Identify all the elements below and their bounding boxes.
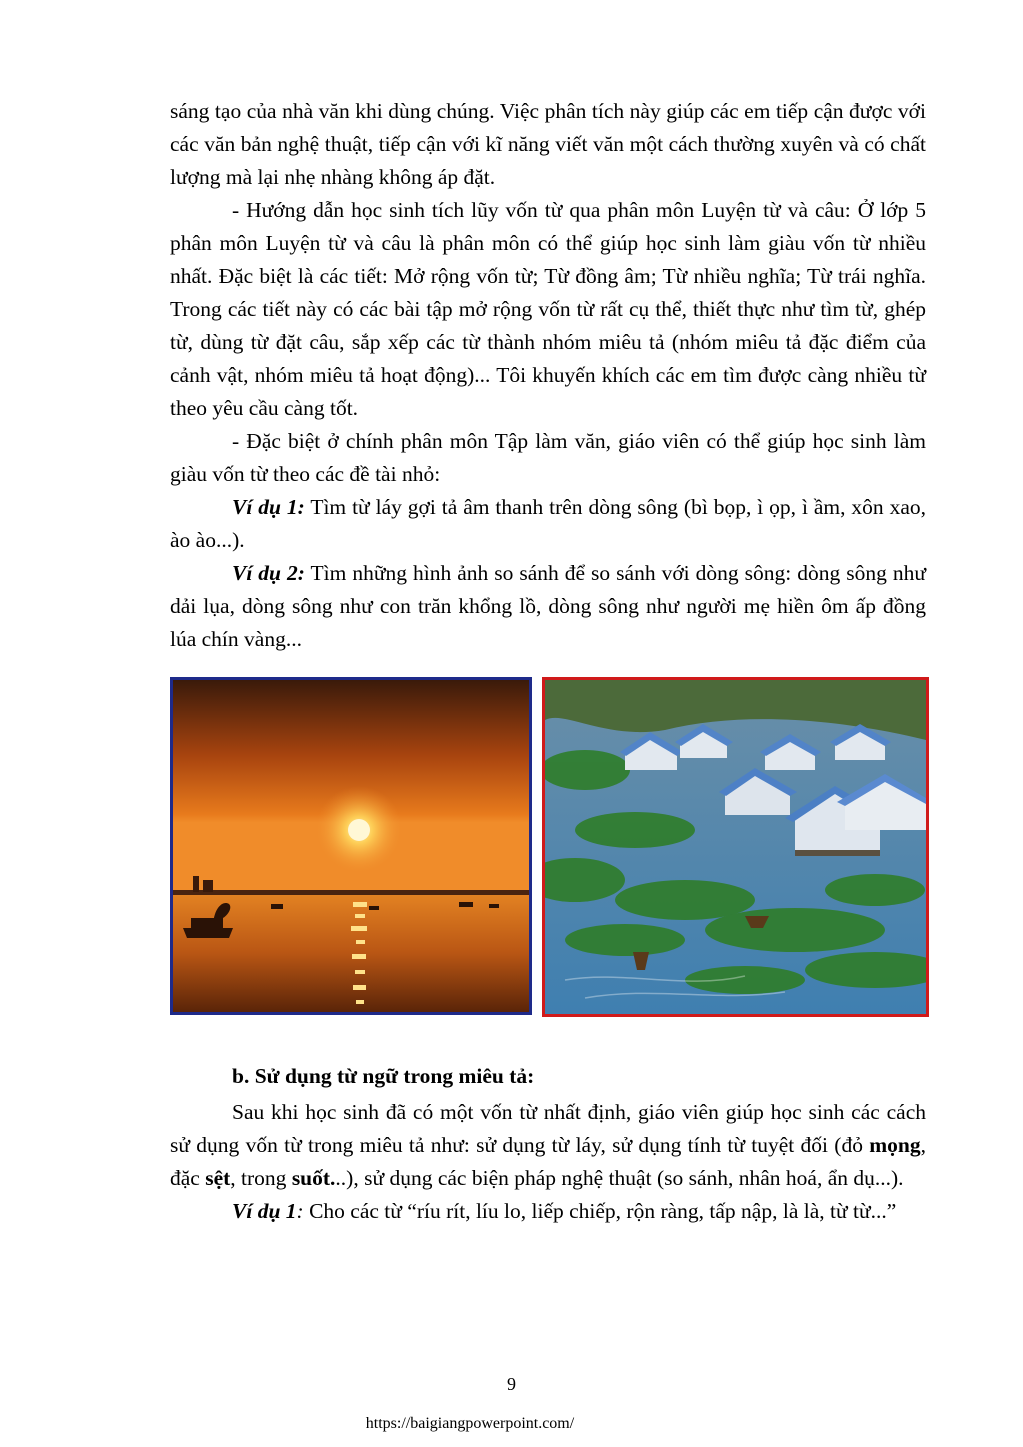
section-b-example-text: Cho các từ “ríu rít, líu lo, liếp chiếp, rộn ràng, tấp nập, là là, từ từ...” <box>303 1199 897 1223</box>
floating-village-photo <box>542 677 929 1017</box>
paragraph-composition-lesson: - Đặc biệt ở chính phân môn Tập làm văn, giáo viên có thể giúp học sinh làm giàu vốn từ theo các đề tài nhỏ: <box>170 429 926 486</box>
section-b-text-end: ..), sử dụng các biện pháp nghệ thuật (so sánh, nhân hoá, ẩn dụ...). <box>335 1166 904 1190</box>
page-number: 9 <box>507 1374 516 1394</box>
section-b-text-mid-2: , trong <box>230 1166 292 1190</box>
section-b-example-colon: : <box>296 1199 304 1223</box>
example-2-label: Ví dụ 2: <box>232 561 305 585</box>
section-b-heading-text: b. Sử dụng từ ngữ trong miêu tả: <box>232 1064 535 1088</box>
body-text-top <box>170 95 926 656</box>
example-2-paragraph <box>170 557 926 656</box>
sunset-illustration <box>173 680 529 1012</box>
paragraph-continuation: sáng tạo của nhà văn khi dùng chúng. Việc phân tích này giúp các em tiếp cận được với các văn bản nghệ thuật, tiếp cận với kĩ năng viết văn một cách thường xuyên và có chất lượng mà lại nhẹ nhàng không áp đặt. <box>170 99 926 189</box>
section-b-paragraph <box>170 1096 926 1195</box>
bold-word-mong: mọng <box>869 1133 921 1157</box>
body-text-bottom <box>170 1060 926 1228</box>
bold-word-set: sệt <box>205 1166 231 1190</box>
example-1-label: Ví dụ 1: <box>232 495 305 519</box>
paragraph-vocabulary-lesson: - Hướng dẫn học sinh tích lũy vốn từ qua phân môn Luyện từ và câu: Ở lớp 5 phân môn Luyện từ và câu là phân môn có thể giúp học sinh làm giàu vốn từ nhiều nhất. Đặc biệt là các tiết: Mở rộng vốn từ; Từ đồng âm; Từ nhiều nghĩa; Từ trái nghĩa. Trong các tiết này có các bài tập mở rộng vốn từ rất cụ thể, thiết thực như tìm từ, ghép từ, dùng từ đặt câu, sắp xếp các từ thành nhóm miêu tả (nhóm miêu tả đặc điểm của cảnh vật, nhóm miêu tả hoạt động)... Tôi khuyến khích các em tìm được càng nhiều từ theo yêu cầu càng tốt. <box>170 198 926 420</box>
example-1-paragraph <box>170 491 926 557</box>
footer-url[interactable]: https://baigiangpowerpoint.com/ <box>365 1415 575 1432</box>
example-2-text: Tìm những hình ảnh so sánh để so sánh với dòng sông: dòng sông như dải lụa, dòng sông như con trăn khổng lồ, dòng sông như người mẹ hiền ôm ấp đồng lúa chín vàng... <box>170 561 926 651</box>
floating-village-illustration <box>545 680 926 1014</box>
section-b-example-paragraph <box>170 1195 926 1228</box>
sunset-river-photo <box>170 677 532 1015</box>
section-b-text-mid-1: , đặc <box>170 1133 926 1190</box>
section-b-example-label: Ví dụ 1 <box>232 1199 297 1223</box>
example-1-text: Tìm từ láy gợi tả âm thanh trên dòng sông (bì bọp, ì ọp, ì ầm, xôn xao, ào ào...). <box>170 495 927 552</box>
section-b-text-start: Sau khi học sinh đã có một vốn từ nhất định, giáo viên giúp học sinh các cách sử dụng vốn từ trong miêu tả như: sử dụng từ láy, sử dụng tính từ tuyệt đối (đỏ <box>170 1100 926 1157</box>
bold-word-suot: suốt. <box>291 1166 336 1190</box>
section-b-heading <box>170 1060 926 1093</box>
